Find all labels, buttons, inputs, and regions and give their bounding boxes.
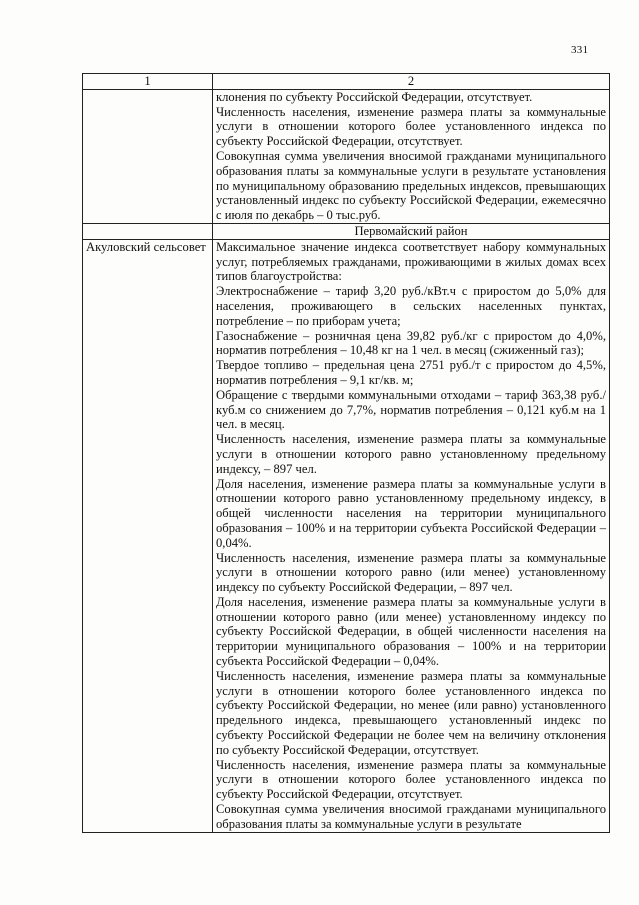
region-row bbox=[83, 223, 610, 239]
paragraph: Обращение с твердыми коммунальными отходами – тариф 363,38 руб./куб.м со снижением до 7,7%, норматив потребления – 0,121 куб.м на 1 чел. в месяц. bbox=[216, 387, 606, 432]
table-row bbox=[83, 239, 610, 832]
column-header-1: 1 bbox=[83, 74, 213, 90]
paragraph: Газоснабжение – розничная цена 39,82 руб./кг с приростом до 4,0%, норматив потребления – 10,48 кг на 1 чел. в месяц (сжиженный газ); bbox=[216, 328, 606, 358]
paragraph: Электроснабжение – тариф 3,20 руб./кВт.ч с приростом до 5,0% для населения, проживающего в сельских населенных пунктах, потребление – по приборам учета; bbox=[216, 284, 606, 328]
continuation-text-cell bbox=[213, 89, 610, 223]
municipality-name: Акуловский сельсовет bbox=[83, 239, 213, 832]
paragraph: Численность населения, изменение размера платы за коммунальные услуги в отношении которого равно (или менее) установленному индексу по субъекту Российской Федерации, – 897 чел. bbox=[216, 550, 606, 595]
tariff-table bbox=[82, 73, 610, 833]
continuation-row bbox=[83, 89, 610, 223]
table-header-row bbox=[83, 74, 610, 90]
paragraph: Численность населения, изменение размера платы за коммунальные услуги в отношении которого равно установленному предельному индексу, – 897 чел. bbox=[216, 432, 606, 476]
continuation-name-cell bbox=[83, 89, 213, 223]
paragraph: Максимальное значение индекса соответствует набору коммунальных услуг, потребляемых гражданами, проживающими в жилых домах всех типов благоустройства: bbox=[216, 239, 606, 284]
municipality-text-cell bbox=[213, 239, 610, 832]
region-title: Первомайский район bbox=[213, 223, 610, 239]
paragraph: Численность населения, изменение размера платы за коммунальные услуги в отношении которого более установленного индекса по субъекту Российской Федерации, но менее (или равно) установленного предельного индекса, превышающего установленный индекс по субъекту Российской Федерации не более чем на величину отклонения по субъекту Российской Федерации, отсутствует. bbox=[216, 668, 606, 757]
paragraph: Твердое топливо – предельная цена 2751 руб./т с приростом до 4,5%, норматив потребления – 9,1 кг/кв. м; bbox=[216, 358, 606, 387]
paragraph: Доля населения, изменение размера платы за коммунальные услуги в отношении которого равно (или менее) установленному индексу по субъекту Российской Федерации, в общей численности населения на территории муниципального образования – 100% и на территории субъекта Российской Федерации – 0,04%. bbox=[216, 594, 606, 669]
page-number: 331 bbox=[571, 44, 589, 56]
paragraph: клонения по субъекту Российской Федерации, отсутствует. bbox=[216, 89, 533, 104]
region-empty-cell bbox=[83, 223, 213, 239]
paragraph: Совокупная сумма увеличения вносимой гражданами муниципального образования платы за коммунальные услуги в результате установления по муниципальному образованию предельных индексов, превышающих установленный индекс по субъекту Российской Федерации, ежемесячно с июля по декабрь – 0 тыс.руб. bbox=[216, 148, 606, 223]
paragraph: Численность населения, изменение размера платы за коммунальные услуги в отношении которого более установленного индекса по субъекту Российской Федерации, отсутствует. bbox=[216, 104, 606, 149]
paragraph: Доля населения, изменение размера платы за коммунальные услуги в отношении которого равно установленному предельному индексу, в общей численности населения на территории муниципального образования – 100% и на территории субъекта Российской Федерации – 0,04%. bbox=[216, 476, 606, 550]
paragraph: Совокупная сумма увеличения вносимой гражданами муниципального образования платы за коммунальные услуги в результате bbox=[216, 802, 606, 831]
paragraph: Численность населения, изменение размера платы за коммунальные услуги в отношении которого более установленного индекса по субъекту Российской Федерации, отсутствует. bbox=[216, 757, 606, 802]
column-header-2: 2 bbox=[213, 74, 610, 90]
